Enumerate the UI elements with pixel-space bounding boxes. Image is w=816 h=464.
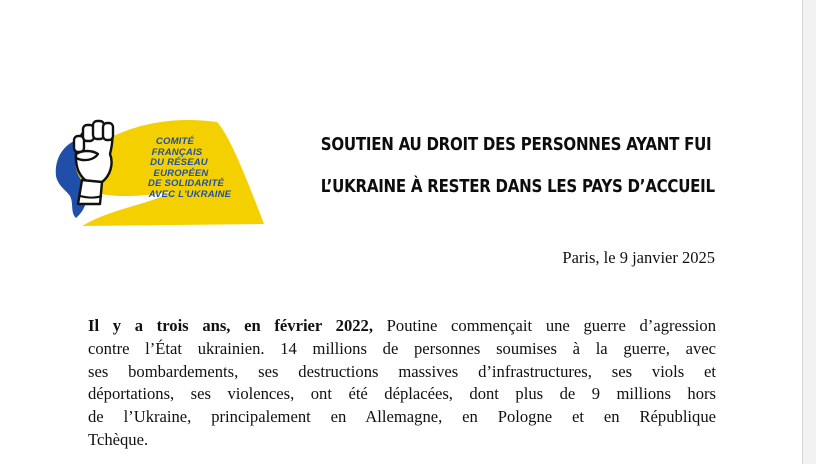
- viewer-edge: [802, 0, 816, 464]
- comite-logo: [52, 112, 264, 226]
- logo-line: EUROPÉEN: [153, 167, 209, 179]
- date-line: Paris, le 9 janvier 2025: [562, 248, 715, 267]
- paragraph-line: Tchèque.: [88, 429, 149, 449]
- logo-line: COMITÉ: [155, 136, 195, 147]
- logo-line: AVEC L'UKRAINE: [148, 188, 232, 200]
- paragraph-line: déportations, ses violences, ont été déplacées, dont plus de 9 millions hors: [88, 384, 716, 404]
- logo-line: DE SOLIDARITÉ: [148, 178, 224, 189]
- title-line-1: SOUTIEN AU DROIT DES PERSONNES AYANT FUI: [320, 135, 712, 155]
- paragraph-lead: Il y a trois ans, en février 2022,: [88, 316, 373, 335]
- document-title: [320, 124, 715, 208]
- paragraph-line-1-rest: Poutine commençait une guerre d’agression: [373, 316, 716, 335]
- title-line-2: L’UKRAINE À RESTER DANS LES PAYS D’ACCUEIL: [320, 177, 715, 197]
- paragraph-line: contre l’État ukrainien. 14 millions de personnes soumises à la guerre, avec: [88, 338, 716, 358]
- paragraph-line: de l’Ukraine, principalement en Allemagne, en Pologne et en République: [88, 407, 716, 427]
- paragraph-line: ses bombardements, ses destructions massives d’infrastructures, ses viols et: [88, 361, 716, 381]
- logo-caption: [120, 137, 238, 200]
- logo-line: FRANÇAIS: [151, 146, 203, 158]
- paragraph-line: [88, 315, 716, 338]
- body-paragraph: [88, 315, 716, 452]
- logo-line: DU RÉSEAU: [150, 157, 208, 168]
